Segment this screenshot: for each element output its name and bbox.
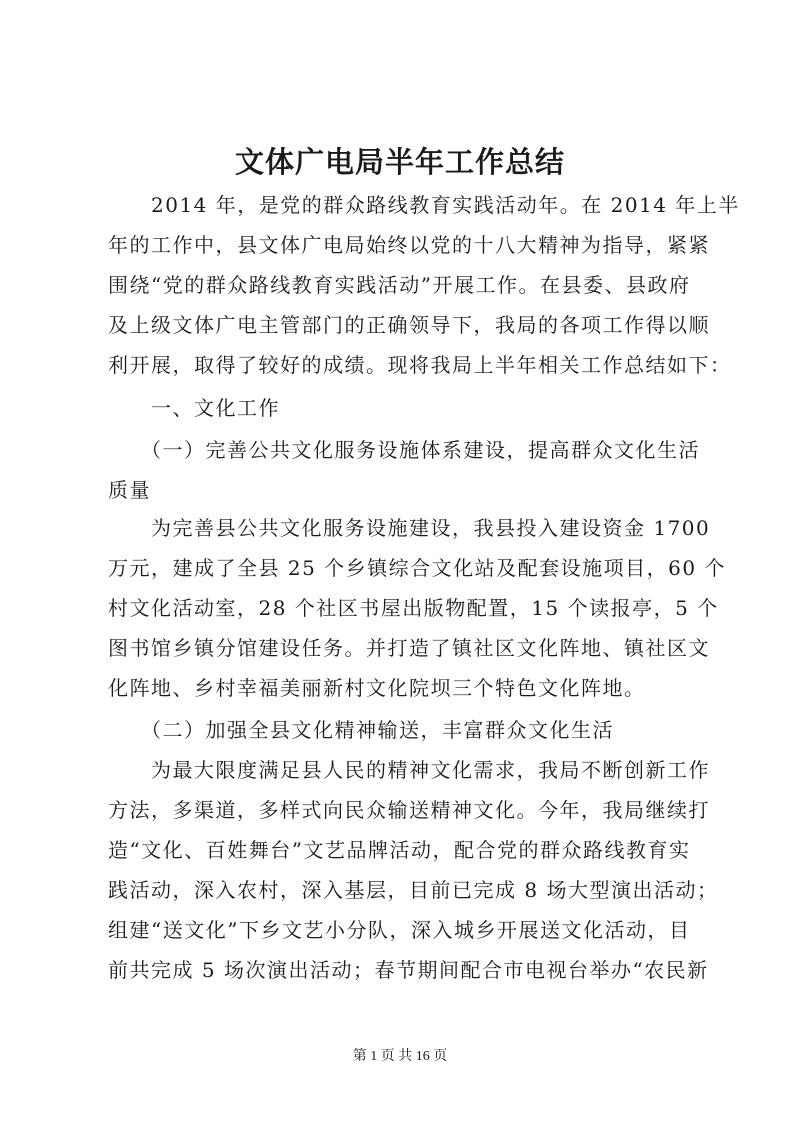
paragraph-line: 方法，多渠道，多样式向民众输送精神文化。今年，我局继续打 bbox=[108, 798, 710, 822]
paragraph-line: 利开展，取得了较好的成绩。现将我局上半年相关工作总结如下： bbox=[108, 353, 732, 377]
paragraph-line: 村文化活动室，28 个社区书屋出版物配置，15 个读报亭，5 个 bbox=[108, 596, 719, 620]
section-heading: 一、文化工作 bbox=[108, 396, 280, 420]
paragraph-line: 化阵地、乡村幸福美丽新村文化院坝三个特色文化阵地。 bbox=[108, 676, 646, 700]
paragraph-line: 组建“送文化”下乡文艺小分队，深入城乡开展送文化活动，目 bbox=[108, 918, 691, 942]
paragraph-line: 2014 年，是党的群众路线教育实践活动年。在 2014 年上半 bbox=[108, 193, 740, 217]
subsection-heading: （一）完善公共文化服务设施体系建设，提高群众文化生活 bbox=[108, 438, 700, 462]
paragraph-line: 前共完成 5 场次演出活动；春节期间配合市电视台举办“农民新 bbox=[108, 958, 709, 982]
paragraph-line: 围绕“党的群众路线教育实践活动”开展工作。在县委、县政府 bbox=[108, 273, 691, 297]
paragraph-line: 造“文化、百姓舞台”文艺品牌活动，配合党的群众路线教育实 bbox=[108, 838, 691, 862]
subsection-heading: （二）加强全县文化精神输送，丰富群众文化生活 bbox=[108, 718, 614, 742]
paragraph-line: 践活动，深入农村，深入基层，目前已完成 8 场大型演出活动； bbox=[108, 878, 719, 902]
paragraph-line: 为完善县公共文化服务设施建设，我县投入建设资金 1700 bbox=[108, 516, 711, 540]
paragraph-line: 及上级文体广电主管部门的正确领导下，我局的各项工作得以顺 bbox=[108, 313, 710, 337]
paragraph-line: 年的工作中，县文体广电局始终以党的十八大精神为指导，紧紧 bbox=[108, 233, 710, 257]
document-title: 文体广电局半年工作总结 bbox=[234, 145, 565, 179]
paragraph-line: 图书馆乡镇分馆建设任务。并打造了镇社区文化阵地、镇社区文 bbox=[108, 636, 710, 660]
subsection-heading: 质量 bbox=[108, 478, 151, 502]
paragraph-line: 万元，建成了全县 25 个乡镇综合文化站及配套设施项目，60 个 bbox=[108, 556, 726, 580]
paragraph-line: 为最大限度满足县人民的精神文化需求，我局不断创新工作 bbox=[108, 758, 710, 782]
page-footer: 第 1 页 共 16 页 bbox=[352, 1049, 448, 1064]
